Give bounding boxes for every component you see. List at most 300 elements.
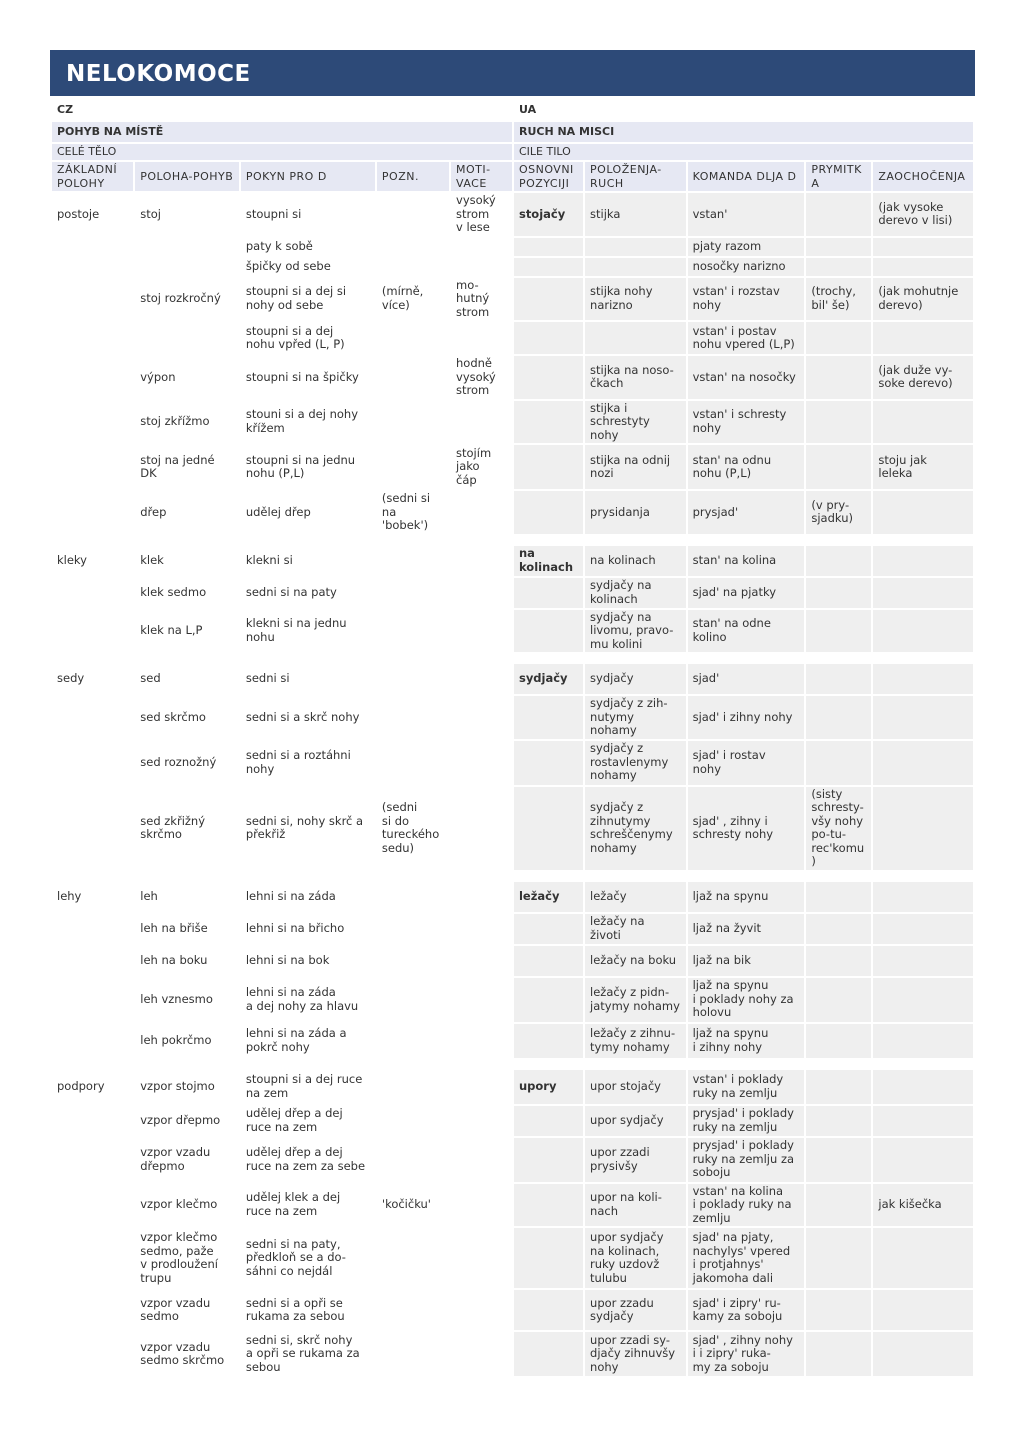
table-cell: podpory — [52, 1070, 133, 1104]
table-cell: (trochy, bil' še) — [806, 278, 871, 321]
table-cell: klek na L,P — [135, 610, 239, 653]
table-row — [52, 1290, 973, 1330]
table-cell — [806, 882, 871, 912]
table-cell — [52, 322, 133, 354]
table-row — [52, 1138, 973, 1182]
table-cell — [514, 238, 583, 256]
table-cell — [451, 1228, 512, 1288]
table-cell — [52, 741, 133, 785]
table-cell: hodně vysoký strom — [451, 356, 512, 399]
table-cell: stoju jak leleka — [873, 445, 973, 489]
table-cell — [514, 741, 583, 785]
table-cell: stouni si a dej nohy křížem — [241, 401, 375, 444]
table-cell: ljaž na spynu i poklady nohy za holovu — [688, 978, 805, 1022]
table-cell: sjad' na pjaty, nachylys' vpered i protjahnys' jakomoha dali — [688, 1228, 805, 1288]
table-cell: (sedni si do tureckého sedu) — [377, 787, 449, 870]
table-cell: ležačy — [514, 882, 583, 912]
table-cell — [514, 1106, 583, 1136]
table-row — [52, 978, 973, 1022]
table-cell — [52, 787, 133, 870]
table-cell — [873, 1138, 973, 1182]
table-cell: leh — [135, 882, 239, 912]
table-cell — [451, 1332, 512, 1376]
table-cell: sjad' , zihny nohy i i zipry' ruka- my za soboju — [688, 1332, 805, 1376]
table-cell: sjad' , zihny i schresty nohy — [688, 787, 805, 870]
table-cell — [806, 741, 871, 785]
table-cell — [52, 978, 133, 1022]
table-cell: stoupni si na špičky — [241, 356, 375, 399]
subsection-cz: CELÉ TĚLO — [52, 144, 512, 160]
table-cell: vstan' i postav nohu vpered (L,P) — [688, 322, 805, 354]
table-cell — [377, 445, 449, 489]
table-cell — [52, 258, 133, 276]
table-cell — [52, 1332, 133, 1376]
section-ua: RUCH NA MISCI — [514, 122, 973, 142]
table-cell: stojím jako čáp — [451, 445, 512, 489]
column-header: ZÁKLADNÍ POLOHY — [52, 162, 133, 191]
table-cell — [873, 741, 973, 785]
table-cell — [377, 1138, 449, 1182]
table-cell — [451, 1184, 512, 1227]
column-header: KOMANDA DLJA D — [688, 162, 805, 191]
column-header: ZAOCHOČENJA — [873, 162, 973, 191]
table-cell: jak kišečka — [873, 1184, 973, 1227]
table-cell: klekni si na jednu nohu — [241, 610, 375, 653]
table-cell — [873, 238, 973, 256]
table-row — [52, 1184, 973, 1227]
table-cell: leh na břiše — [135, 914, 239, 944]
table-cell — [451, 401, 512, 444]
table-cell — [451, 1290, 512, 1330]
table-cell: špičky od sebe — [241, 258, 375, 276]
table-cell: postoje — [52, 193, 133, 236]
table-cell — [377, 1228, 449, 1288]
table-cell: lehy — [52, 882, 133, 912]
table-cell: sedni si a roztáhni nohy — [241, 741, 375, 785]
column-header-row — [52, 162, 973, 191]
table-cell: upor zzadu sydjačy — [585, 1290, 686, 1330]
table-cell — [451, 741, 512, 785]
table-cell: lehni si na bok — [241, 946, 375, 976]
table-cell: ležačy z zihnu- tymy nohamy — [585, 1024, 686, 1058]
table-cell — [806, 401, 871, 444]
table-cell: kleky — [52, 546, 133, 576]
table-cell: vzpor vzadu dřepmo — [135, 1138, 239, 1182]
table-cell — [873, 610, 973, 653]
table-cell — [52, 278, 133, 321]
table-cell — [52, 578, 133, 608]
table-cell: sedni si a skrč nohy — [241, 696, 375, 739]
table-cell — [873, 978, 973, 1022]
column-header: PRYMITKA — [806, 162, 871, 191]
table-cell — [514, 978, 583, 1022]
table-cell: sedni si — [241, 664, 375, 694]
table-cell: vzpor klečmo sedmo, paže v prodloužení trupu — [135, 1228, 239, 1288]
table-cell — [514, 914, 583, 944]
table-cell: ljaž na bik — [688, 946, 805, 976]
table-cell: vstan' na nosočky — [688, 356, 805, 399]
table-cell: stojačy — [514, 193, 583, 236]
table-cell: dřep — [135, 491, 239, 534]
table-cell: nosočky narizno — [688, 258, 805, 276]
table-cell: stijka i schrestyty nohy — [585, 401, 686, 444]
table-cell — [451, 914, 512, 944]
table-row — [52, 914, 973, 944]
table-row — [52, 258, 973, 276]
table-cell — [377, 696, 449, 739]
table-cell: udělej dřep — [241, 491, 375, 534]
table-cell: mo- hutný strom — [451, 278, 512, 321]
table-cell: sjad' na pjatky — [688, 578, 805, 608]
table-cell: sed zkřižný skrčmo — [135, 787, 239, 870]
table-row — [52, 546, 973, 576]
column-header: POLOŽENJA- RUCH — [585, 162, 686, 191]
table-cell — [806, 1138, 871, 1182]
table-cell: lehni si na břicho — [241, 914, 375, 944]
table-cell — [135, 322, 239, 354]
table-cell: (jak vysoke derevo v lisi) — [873, 193, 973, 236]
table-cell: stoj — [135, 193, 239, 236]
table-cell: výpon — [135, 356, 239, 399]
table-cell: sjad' i rostav nohy — [688, 741, 805, 785]
table-cell — [873, 914, 973, 944]
table-cell: sjad' i zipry' ru- kamy za soboju — [688, 1290, 805, 1330]
table-cell — [585, 258, 686, 276]
section-cz: POHYB NA MÍSTĚ — [52, 122, 512, 142]
table-cell: stijka nohy narizno — [585, 278, 686, 321]
table-row — [52, 610, 973, 653]
table-cell: prysjad' i poklady ruky na zemlju — [688, 1106, 805, 1136]
table-cell — [377, 946, 449, 976]
table-cell: udělej dřep a dej ruce na zem za sebe — [241, 1138, 375, 1182]
table-cell — [514, 322, 583, 354]
table-cell: prysjad' — [688, 491, 805, 534]
table-cell: lehni si na záda a pokrč nohy — [241, 1024, 375, 1058]
table-cell: stoupni si a dej nohu vpřed (L, P) — [241, 322, 375, 354]
table-cell — [873, 1070, 973, 1104]
table-cell — [806, 978, 871, 1022]
table-cell — [451, 258, 512, 276]
table-cell: stoupni si a dej ruce na zem — [241, 1070, 375, 1104]
table-cell: 'kočičku' — [377, 1184, 449, 1227]
table-cell — [514, 491, 583, 534]
table-cell: ležačy na boku — [585, 946, 686, 976]
table-cell — [514, 787, 583, 870]
table-cell — [873, 882, 973, 912]
table-cell — [377, 741, 449, 785]
table-row — [52, 322, 973, 354]
table-row — [52, 238, 973, 256]
table-cell: stoj zkřížmo — [135, 401, 239, 444]
table-cell: sydjačy na livomu, pravo- mu kolini — [585, 610, 686, 653]
table-cell: upor sydjačy — [585, 1106, 686, 1136]
table-cell — [52, 401, 133, 444]
table-cell — [873, 546, 973, 576]
table-cell: leh na boku — [135, 946, 239, 976]
table-cell — [806, 238, 871, 256]
group-gap — [52, 872, 973, 880]
column-header: POZN. — [377, 162, 449, 191]
table-cell: vstan' na kolina i poklady ruky na zemlju — [688, 1184, 805, 1227]
table-cell: paty k sobě — [241, 238, 375, 256]
table-cell: sedni si na paty — [241, 578, 375, 608]
table-cell — [873, 664, 973, 694]
table-cell — [514, 1290, 583, 1330]
table-cell — [806, 1070, 871, 1104]
table-cell: prysjad' i poklady ruky na zemlju za soboju — [688, 1138, 805, 1182]
table-cell: ljaž na žyvit — [688, 914, 805, 944]
table-cell — [514, 445, 583, 489]
table-cell — [514, 278, 583, 321]
table-cell: ležačy z pidn- jatymy nohamy — [585, 978, 686, 1022]
table-row — [52, 278, 973, 321]
table-cell: lehni si na záda a dej nohy za hlavu — [241, 978, 375, 1022]
subsection-row — [52, 144, 973, 160]
table-cell: (mírně, více) — [377, 278, 449, 321]
nelokomoce-table — [50, 98, 975, 1378]
table-cell: vzpor vzadu sedmo — [135, 1290, 239, 1330]
table-cell — [806, 1290, 871, 1330]
table-cell — [451, 322, 512, 354]
table-cell — [451, 491, 512, 534]
table-cell — [377, 1290, 449, 1330]
table-cell — [806, 322, 871, 354]
table-cell: (jak mohutnje derevo) — [873, 278, 973, 321]
table-cell: sydjačy z zihnutymy schreščenymy nohamy — [585, 787, 686, 870]
table-cell — [377, 546, 449, 576]
table-cell — [451, 546, 512, 576]
table-cell — [873, 1290, 973, 1330]
table-cell — [514, 1332, 583, 1376]
table-cell — [514, 1184, 583, 1227]
table-cell: upor zzadi sy- djačy zihnuvšy nohy — [585, 1332, 686, 1376]
group-gap — [52, 654, 973, 662]
table-cell: vzpor dřepmo — [135, 1106, 239, 1136]
table-cell: na kolinach — [514, 546, 583, 576]
table-cell — [451, 238, 512, 256]
table-cell: sjad' i zihny nohy — [688, 696, 805, 739]
table-cell: stoupni si na jednu nohu (P,L) — [241, 445, 375, 489]
table-cell — [52, 696, 133, 739]
table-cell — [806, 610, 871, 653]
table-cell — [451, 610, 512, 653]
table-cell — [52, 1024, 133, 1058]
table-cell — [806, 1024, 871, 1058]
table-cell: sydjačy — [514, 664, 583, 694]
table-cell: klek sedmo — [135, 578, 239, 608]
table-cell: sed roznožný — [135, 741, 239, 785]
table-cell — [514, 1228, 583, 1288]
table-row — [52, 401, 973, 444]
table-cell — [806, 1332, 871, 1376]
column-header: MOTI- VACE — [451, 162, 512, 191]
group-gap — [52, 1060, 973, 1068]
table-cell — [451, 664, 512, 694]
table-cell — [451, 1024, 512, 1058]
table-cell — [514, 610, 583, 653]
table-cell — [52, 1138, 133, 1182]
table-cell: stoj rozkročný — [135, 278, 239, 321]
table-row — [52, 787, 973, 870]
table-cell — [451, 1070, 512, 1104]
table-cell — [52, 445, 133, 489]
table-cell: vzpor klečmo — [135, 1184, 239, 1227]
table-cell — [514, 946, 583, 976]
table-cell: leh pokrčmo — [135, 1024, 239, 1058]
table-cell: leh vznesmo — [135, 978, 239, 1022]
table-cell — [806, 193, 871, 236]
table-cell — [806, 445, 871, 489]
table-cell — [806, 1228, 871, 1288]
table-cell — [52, 356, 133, 399]
table-cell — [873, 787, 973, 870]
table-cell — [377, 238, 449, 256]
lang-cz: CZ — [52, 100, 512, 120]
table-cell: ležačy na životi — [585, 914, 686, 944]
table-cell — [806, 664, 871, 694]
table-cell: ljaž na spynu i zihny nohy — [688, 1024, 805, 1058]
table-row — [52, 664, 973, 694]
table-cell — [377, 578, 449, 608]
table-cell — [52, 238, 133, 256]
table-cell — [806, 1184, 871, 1227]
table-cell — [377, 1106, 449, 1136]
table-cell — [377, 1024, 449, 1058]
table-row — [52, 491, 973, 534]
table-row — [52, 578, 973, 608]
table-cell — [52, 914, 133, 944]
table-cell: sedni si a opři se rukama za sebou — [241, 1290, 375, 1330]
table-cell — [52, 1106, 133, 1136]
table-cell — [585, 322, 686, 354]
subsection-ua: CILE TILO — [514, 144, 973, 160]
table-cell: vstan' i rozstav nohy — [688, 278, 805, 321]
table-cell: na kolinach — [585, 546, 686, 576]
table-cell — [451, 1138, 512, 1182]
table-cell: vstan' — [688, 193, 805, 236]
table-cell — [806, 696, 871, 739]
table-row — [52, 356, 973, 399]
table-cell: sydjačy — [585, 664, 686, 694]
table-row — [52, 1332, 973, 1376]
table-cell — [514, 578, 583, 608]
table-cell — [377, 914, 449, 944]
table-cell — [806, 578, 871, 608]
table-cell: stoupni si a dej si nohy od sebe — [241, 278, 375, 321]
table-cell — [585, 238, 686, 256]
table-cell — [451, 882, 512, 912]
table-cell — [377, 1332, 449, 1376]
table-cell — [451, 696, 512, 739]
table-cell — [514, 1024, 583, 1058]
table-cell — [873, 696, 973, 739]
table-row — [52, 445, 973, 489]
table-cell — [514, 258, 583, 276]
table-cell: upor sydjačy na kolinach, ruky uzdovž tulubu — [585, 1228, 686, 1288]
table-cell — [451, 787, 512, 870]
table-cell — [873, 1332, 973, 1376]
table-cell — [377, 356, 449, 399]
table-cell: sjad' — [688, 664, 805, 694]
table-cell — [873, 1024, 973, 1058]
table-cell — [451, 978, 512, 1022]
table-row — [52, 741, 973, 785]
table-row — [52, 1070, 973, 1104]
section-row — [52, 122, 973, 142]
table-cell — [514, 401, 583, 444]
table-cell: sedy — [52, 664, 133, 694]
table-cell — [451, 578, 512, 608]
table-cell — [377, 882, 449, 912]
table-cell: vstan' i poklady ruky na zemlju — [688, 1070, 805, 1104]
table-cell — [873, 1106, 973, 1136]
table-body — [52, 100, 973, 1376]
table-cell — [806, 356, 871, 399]
table-cell: upory — [514, 1070, 583, 1104]
table-cell: stan' na kolina — [688, 546, 805, 576]
table-cell — [873, 946, 973, 976]
table-cell: prysidanja — [585, 491, 686, 534]
table-cell: sydjačy z rostavlenymy nohamy — [585, 741, 686, 785]
table-row — [52, 946, 973, 976]
table-cell: sedni si na paty, předkloň se a do- sáhni co nejdál — [241, 1228, 375, 1288]
table-cell: sed — [135, 664, 239, 694]
table-cell: vzpor vzadu sedmo skrčmo — [135, 1332, 239, 1376]
table-cell — [451, 946, 512, 976]
table-row — [52, 1228, 973, 1288]
table-cell: upor na koli- nach — [585, 1184, 686, 1227]
table-cell — [377, 664, 449, 694]
column-header: POKYN PRO D — [241, 162, 375, 191]
table-cell: stijka — [585, 193, 686, 236]
table-cell — [52, 946, 133, 976]
table-cell: pjaty razom — [688, 238, 805, 256]
table-cell: (sisty schresty- všy nohy po-tu- rec'komu) — [806, 787, 871, 870]
table-cell — [873, 1228, 973, 1288]
table-cell — [377, 401, 449, 444]
table-cell: sedni si, skrč nohy a opři se rukama za sebou — [241, 1332, 375, 1376]
table-cell — [873, 322, 973, 354]
table-cell: udělej klek a dej ruce na zem — [241, 1184, 375, 1227]
table-cell: sydjačy na kolinach — [585, 578, 686, 608]
table-cell: klek — [135, 546, 239, 576]
table-cell — [806, 914, 871, 944]
table-cell: vstan' i schresty nohy — [688, 401, 805, 444]
table-cell: (v pry- sjadku) — [806, 491, 871, 534]
table-cell: sed skrčmo — [135, 696, 239, 739]
table-cell: upor stojačy — [585, 1070, 686, 1104]
page-title: NELOKOMOCE — [50, 50, 975, 96]
table-row — [52, 1024, 973, 1058]
table-cell — [514, 356, 583, 399]
table-cell — [135, 238, 239, 256]
table-cell: vzpor stojmo — [135, 1070, 239, 1104]
table-cell — [873, 401, 973, 444]
table-cell — [873, 258, 973, 276]
column-header: POLOHA-POHYB — [135, 162, 239, 191]
table-cell — [451, 1106, 512, 1136]
group-gap — [52, 536, 973, 544]
table-cell: stijka na noso- čkach — [585, 356, 686, 399]
table-cell: sedni si, nohy skrč a překřiž — [241, 787, 375, 870]
table-cell — [806, 258, 871, 276]
table-cell — [514, 1138, 583, 1182]
table-cell: stan' na odnu nohu (P,L) — [688, 445, 805, 489]
table-cell: stijka na odnij nozi — [585, 445, 686, 489]
table-cell — [377, 610, 449, 653]
table-cell: stoupni si — [241, 193, 375, 236]
table-cell — [377, 978, 449, 1022]
